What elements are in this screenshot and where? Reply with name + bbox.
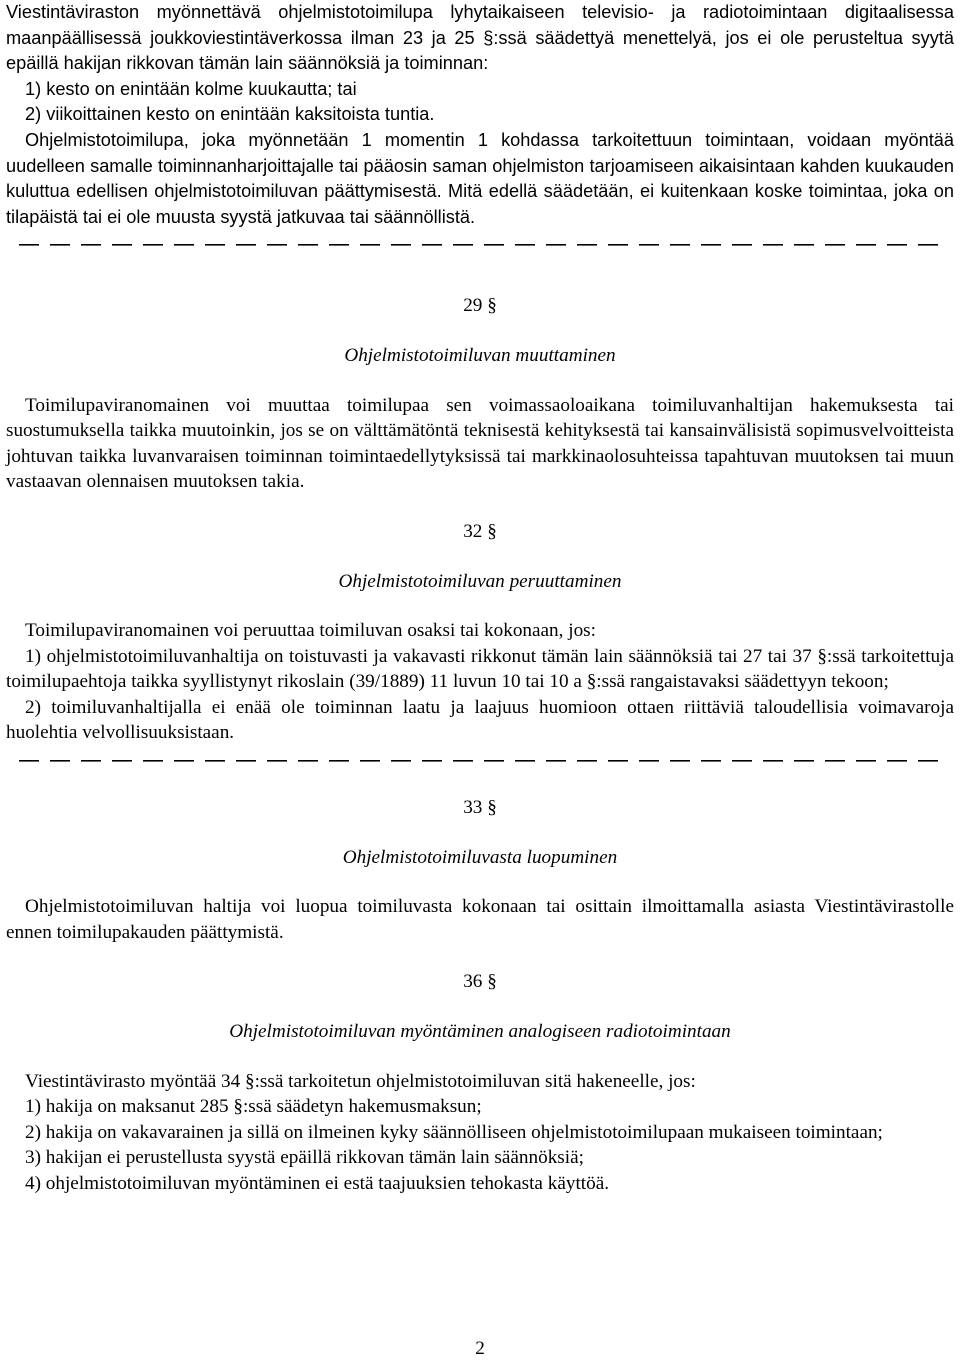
section-29 xyxy=(6,293,954,495)
section-number: 32 § xyxy=(463,520,497,542)
omission-rule xyxy=(19,230,948,255)
section-paragraph: Ohjelmistotoimiluvan haltija voi luopua toimiluvasta kokonaan tai osittain ilmoittamalla asiasta Viestintävirastolle ennen toimilupakauden päättymistä. xyxy=(6,896,954,943)
intro-item-1: 1) kesto on enintään kolme kuukautta; tai xyxy=(25,78,357,99)
section-number: 29 § xyxy=(463,295,497,317)
section-number: 36 § xyxy=(463,971,497,993)
section-item-3: 3) hakijan ei perustellusta syystä epäillä rikkovan tämän lain säännöksiä; xyxy=(25,1147,584,1169)
intro-paragraph-2: Ohjelmistotoimilupa, joka myönnetään 1 momentin 1 kohdassa tarkoitettuun toimintaan, voidaan myöntää uudelleen samalle toiminnanharjoittajalle tai pääosin saman ohjelmiston tarjoamiseen aikaisintaan kahden kuukauden kuluttua edellisen ohjelmistotoimiluvan päättymisestä. Mitä edellä säädetään, ei kuitenkaan koske toimintaa, joka on tilapäistä tai ei ole muusta syystä jatkuvaa tai säännöllistä. xyxy=(6,129,954,227)
section-title: Ohjelmistotoimiluvan myöntäminen analogiseen radiotoimintaan xyxy=(229,1021,731,1043)
section-item-1: 1) hakija on maksanut 285 §:ssä säädetyn hakemusmaksun; xyxy=(25,1096,482,1118)
section-32 xyxy=(6,519,954,746)
intro-block xyxy=(6,0,954,230)
section-number: 33 § xyxy=(463,797,497,819)
section-item-4: 4) ohjelmistotoimiluvan myöntäminen ei estä taajuuksien tehokasta käyttöä. xyxy=(25,1173,610,1194)
section-title: Ohjelmistotoimiluvasta luopuminen xyxy=(342,846,618,868)
section-paragraph: Toimilupaviranomainen voi peruuttaa toimiluvan osaksi tai kokonaan, jos: xyxy=(25,620,596,642)
intro-item-2: 2) viikoittainen kesto on enintään kaksitoista tuntia. xyxy=(25,104,435,125)
section-36 xyxy=(6,969,954,1196)
intro-paragraph: Viestintäviraston myönnettävä ohjelmistotoimilupa lyhytaikaiseen televisio- ja radiotoimintaan digitaalisessa maanpäällisessä joukkoviestintäverkossa ilman 23 ja 25 §:ssä säädettyä menettelyä, jos ei ole perusteltua syytä epäillä hakijan rikkovan tämän lain säännöksiä ja toiminnan: xyxy=(6,2,954,74)
omission-rule-2 xyxy=(19,746,948,771)
section-title: Ohjelmistotoimiluvan peruuttaminen xyxy=(338,570,622,592)
section-title: Ohjelmistotoimiluvan muuttaminen xyxy=(344,344,616,366)
section-item-2: 2) toimiluvanhaltijalla ei enää ole toiminnan laatu ja laajuus huomioon ottaen riittäviä taloudellisia voimavaroja huolehtia velvollisuuksistaan. xyxy=(6,696,954,744)
section-item-2: 2) hakija on vakavarainen ja sillä on ilmeinen kyky säännölliseen ohjelmistotoimilupaan mukaiseen toimintaan; xyxy=(25,1121,883,1143)
page-number: 2 xyxy=(475,1338,485,1359)
section-item-1: 1) ohjelmistotoimiluvanhaltija on toistuvasti ja vakavasti rikkonut tämän lain säännöksiä tai 27 tai 37 §:ssä tarkoitettuja toimilupaehtoja taikka syyllistynyt rikoslain (39/1889) 11 luvun 10 tai 10 a §:ssä rangaistavaksi säädettyyn tekoon; xyxy=(6,645,954,693)
section-paragraph: Toimilupaviranomainen voi muuttaa toimilupaa sen voimassaoloaikana toimiluvanhaltijan hakemuksesta tai suostumuksella taikka muutoinkin, jos se on välttämätöntä teknisestä kehityksestä tai kansainvälisistä sopimusvelvoitteista johtuvan taikka luvanvaraisen toiminnan toimintaedellytyksissä tai markkinaolosuhteissa tapahtuvan muutoksen tai muun vastaavan olennaisen muutoksen takia. xyxy=(6,394,954,493)
section-paragraph: Viestintävirasto myöntää 34 §:ssä tarkoitetun ohjelmistotoimiluvan sitä hakeneelle, jos: xyxy=(25,1070,696,1092)
section-33 xyxy=(6,795,954,945)
